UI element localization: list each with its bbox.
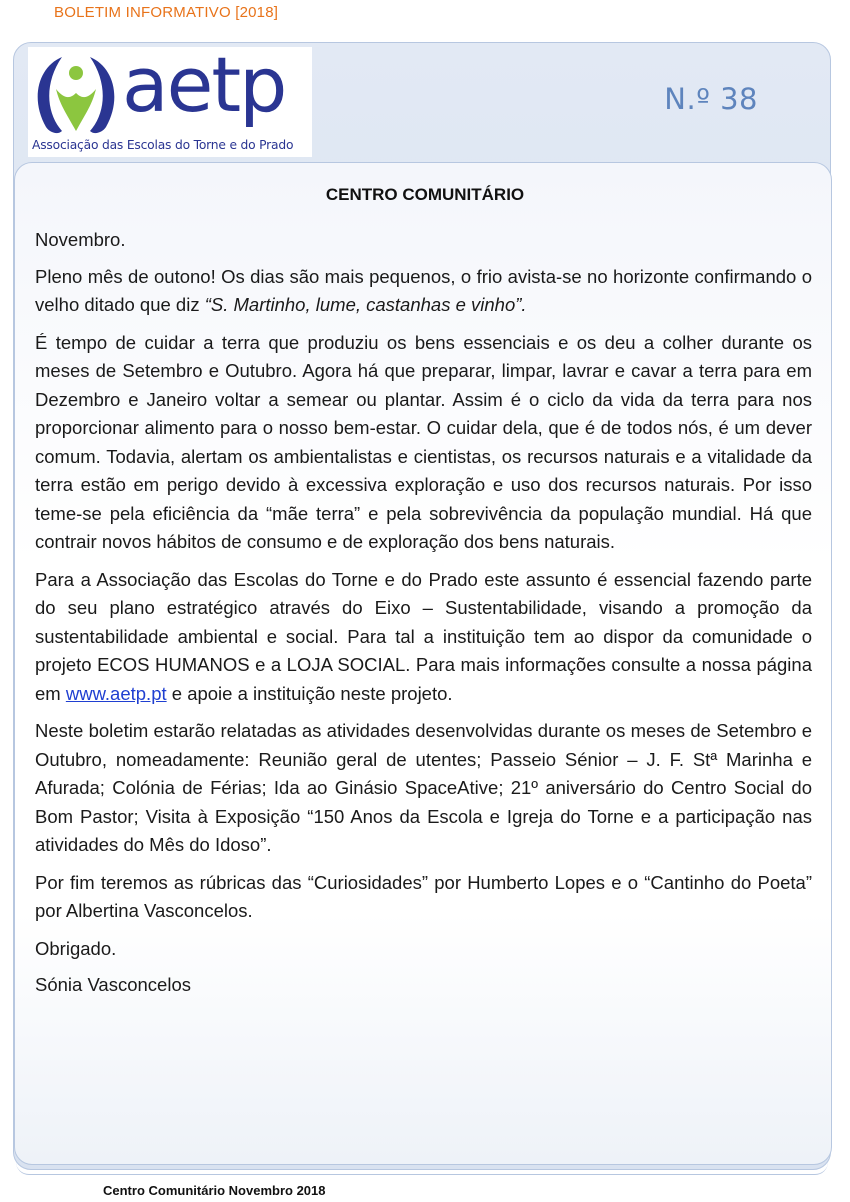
closing-text: Obrigado.	[35, 937, 117, 959]
paragraph-4: Neste boletim estarão relatadas as atividades desenvolvidas durante os meses de Setembro e Outubro, nomeadamente: Reunião geral de utentes; Passeio Sénior – J. F. Stª Marinha e Afurada; Colónia de Férias; Ida ao Ginásio SpaceAtive; 21º aniversário do Centro Social do Bom Pastor; Visita à Exposição “150 Anos da Escola e Igreja do Torne e a participação nas atividades do Mês do Idoso”.	[35, 720, 812, 855]
paragraph-3	[35, 566, 812, 709]
page-footer: Centro Comunitário Novembro 2018	[103, 1183, 326, 1198]
article-body	[35, 226, 812, 1008]
paragraph-1-quote: “S. Martinho, lume, castanhas e vinho”.	[204, 294, 527, 315]
paragraph-5: Por fim teremos as rúbricas das “Curiosidades” por Humberto Lopes e o “Cantinho do Poeta” por Albertina Vasconcelos.	[35, 871, 812, 921]
newsletter-top-label: BOLETIM INFORMATIVO [2018]	[54, 4, 279, 21]
signature: Sónia Vasconcelos	[35, 974, 191, 995]
aetp-emblem-icon	[28, 47, 128, 139]
aetp-logo	[28, 40, 312, 157]
paragraph-3-text-end: e apoie a instituição neste projeto.	[166, 682, 453, 704]
paragraph-3-text: Para a Associação das Escolas do Torne e do Prado este assunto é essencial fazendo parte do seu plano estratégico através do Eixo – Sustentabilidade, visando a promoção da sustentabilidade ambiental e social. Para tal a instituição tem ao dispor da comunidade o projeto ECOS HUMANOS e a LOJA SOCIAL. Para mais informações consulte a nossa página em	[35, 568, 812, 704]
website-link[interactable]: www.aetp.pt	[65, 682, 167, 704]
issue-number: N.º 38	[664, 82, 758, 116]
logo-tagline: Associação das Escolas do Torne e do Prado	[32, 138, 294, 152]
greeting-paragraph: Novembro.	[35, 229, 126, 250]
frame-bottom-divider	[16, 1162, 828, 1175]
paragraph-1	[35, 263, 812, 320]
paragraph-2: É tempo de cuidar a terra que produziu os bens essenciais e os deu a colher durante os meses de Setembro e Outubro. Agora há que preparar, limpar, lavrar e cavar a terra para em Dezembro e Janeiro voltar a semear ou plantar. Assim é o ciclo da vida da terra para nos proporcionar alimento para o nosso bem-estar. O cuidar dela, que é de todos nós, é um dever comum. Todavia, alertam os ambientalistas e cientistas, os recursos naturais e a vitalidade da terra estão em perigo devido à excessiva exploração e uso dos recursos naturais. Por isso teme-se pela eficiência da “mãe terra” e pela sobrevivência da população mundial. Há que contrair novos hábitos de consumo e de exploração dos bens naturais.	[35, 331, 812, 552]
paragraph-1-text: Pleno mês de outono! Os dias são mais pequenos, o frio avista-se no horizonte confirmando o velho ditado que diz	[35, 265, 812, 315]
logo-wordmark: aetp	[122, 40, 286, 129]
section-title: CENTRO COMUNITÁRIO	[325, 185, 525, 204]
